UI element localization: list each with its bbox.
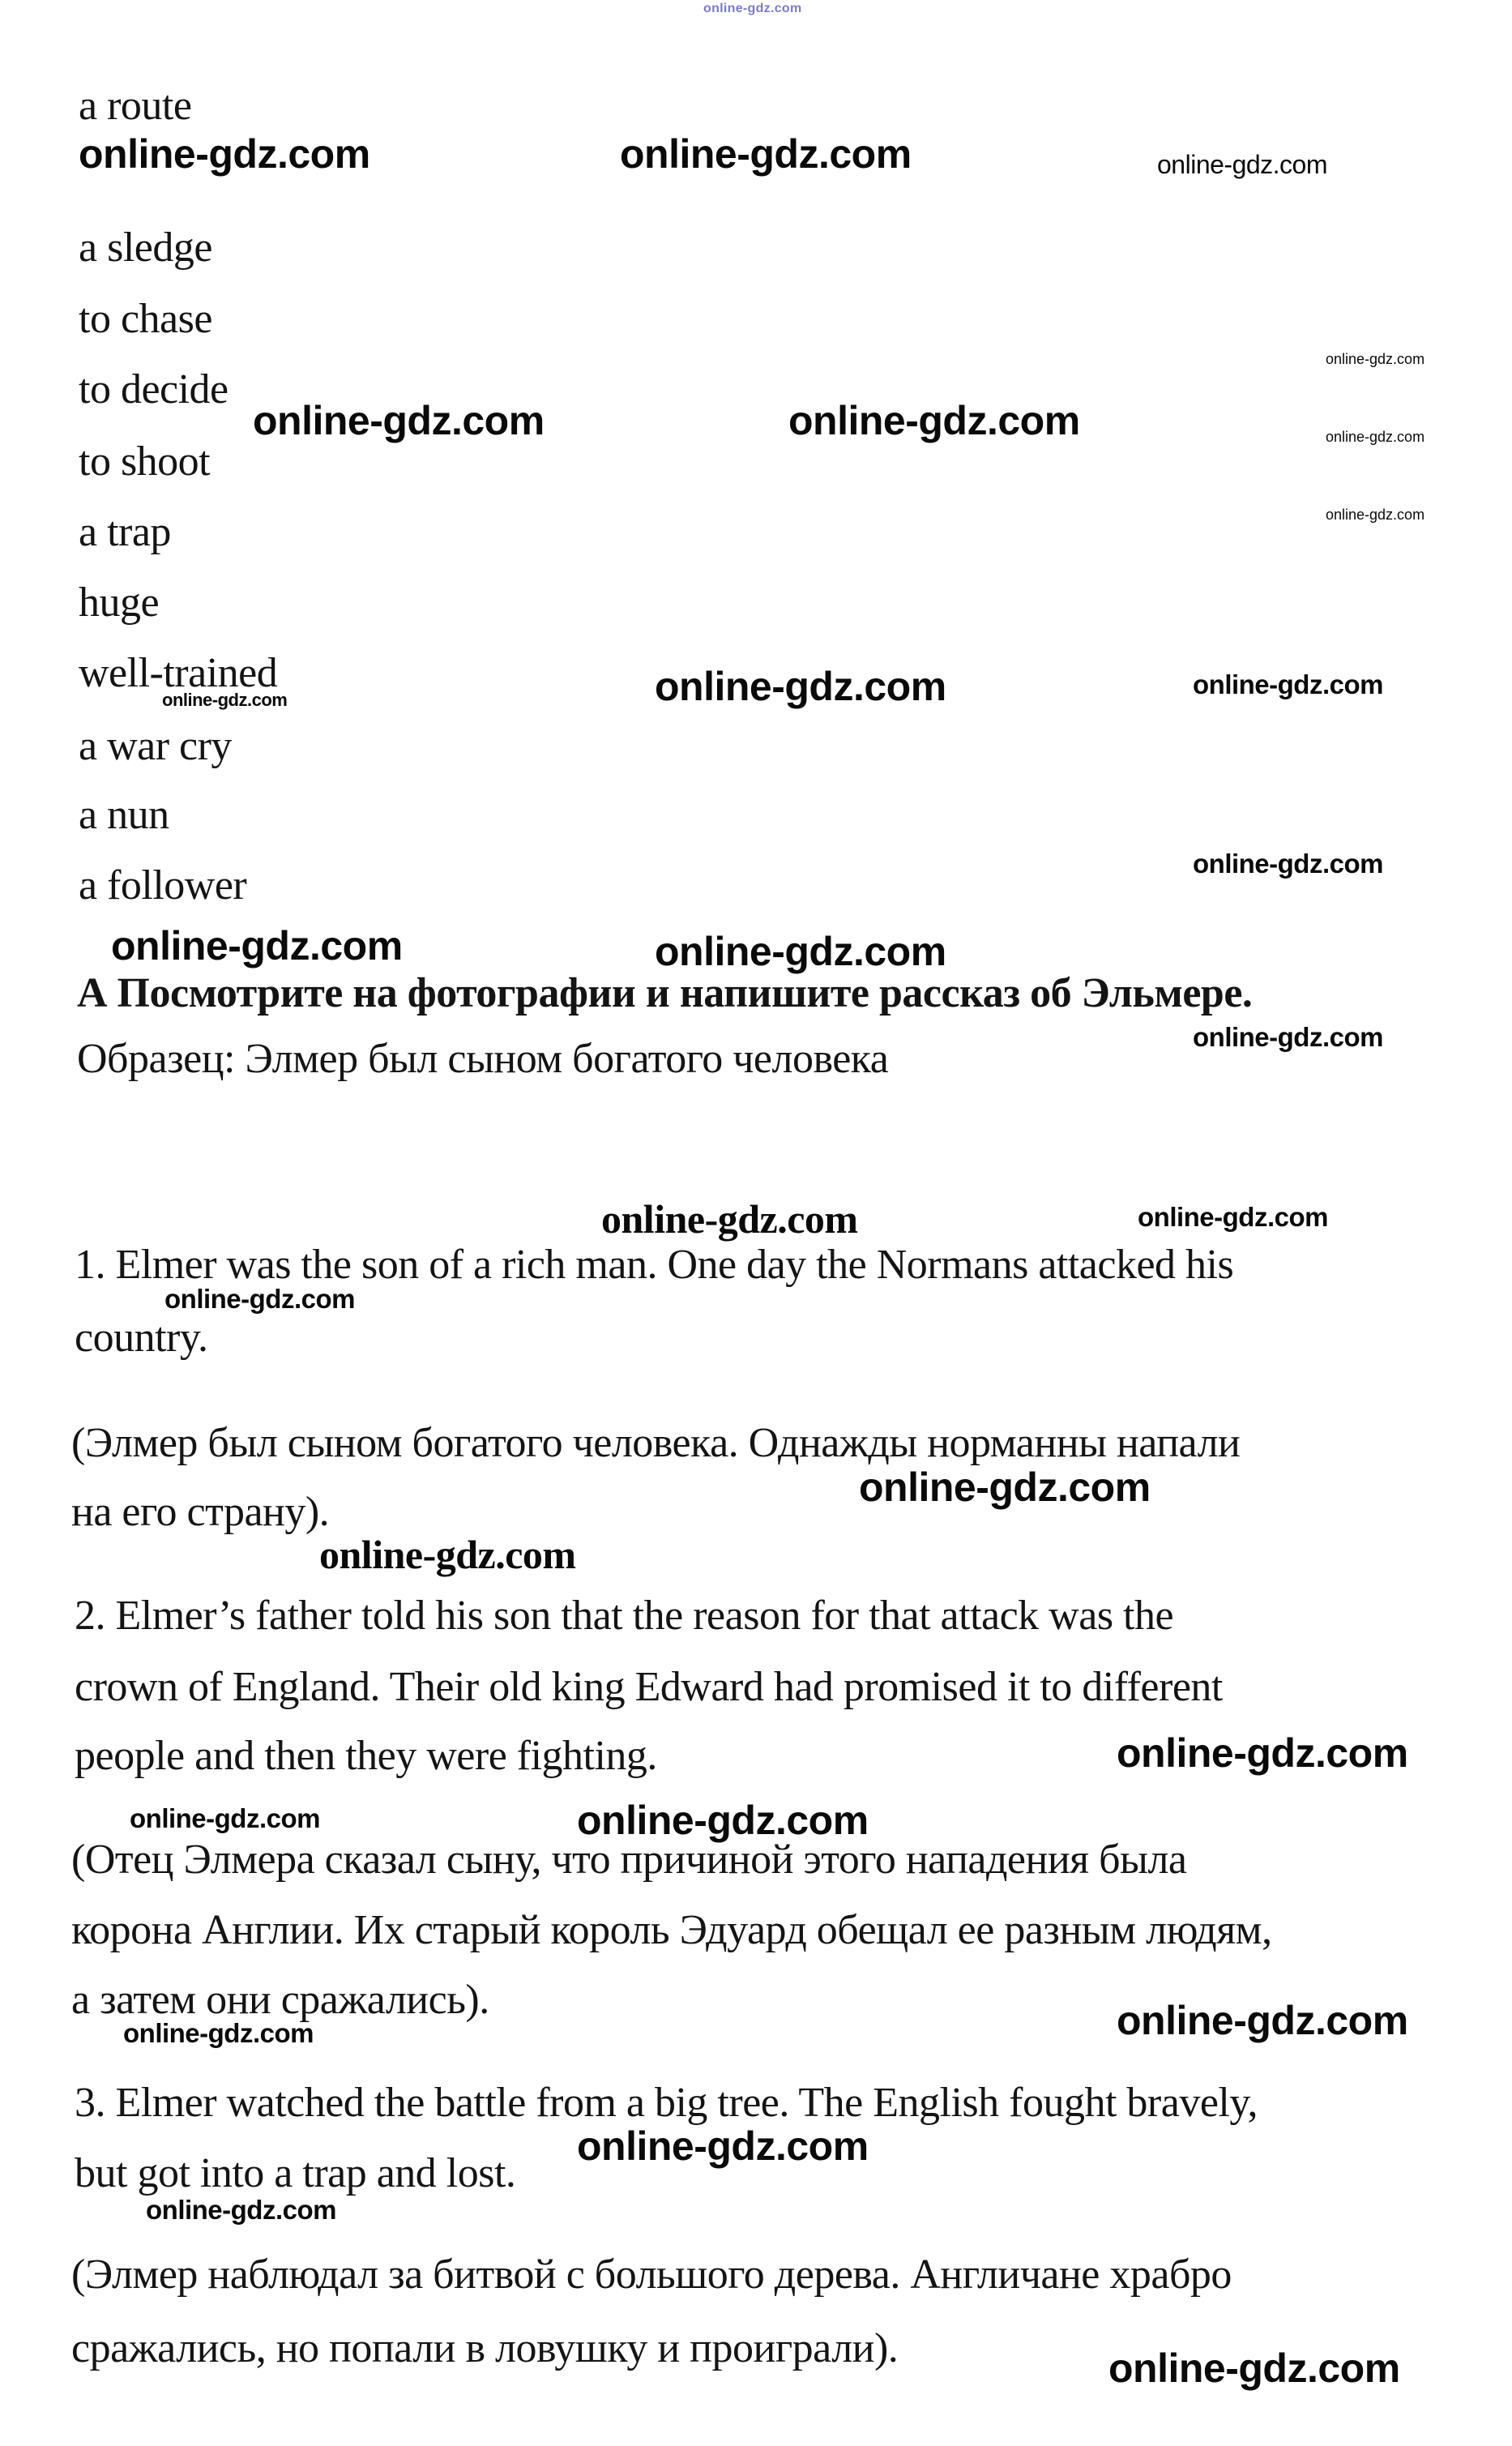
vocab-item: a war cry [79,723,232,769]
answer-2-en-line: 2. Elmer’s father told his son that the reason for that attack was the [75,1593,1174,1639]
vocab-item: to shoot [79,438,211,485]
watermark-text: online-gdz.com [655,929,946,974]
task-sample: Образец: Элмер был сыном богатого человека [77,1036,889,1082]
task-heading: А Посмотрите на фотографии и напишите рассказ об Эльмере. [77,970,1253,1016]
watermark-text: online-gdz.com [620,131,912,177]
watermark-text: online-gdz.com [1326,507,1425,523]
watermark-text: online-gdz.com [1326,351,1425,367]
vocab-item: a nun [79,792,169,838]
vocab-item: a route [79,83,192,129]
watermark-text: online-gdz.com [1326,429,1425,445]
vocab-item: a sledge [79,225,212,271]
vocab-item: well-trained [79,650,278,696]
watermark-text: online-gdz.com [79,131,370,177]
answer-2-ru-line: корона Англии. Их старый король Эдуард обещал ее разным людям, [71,1907,1272,1953]
watermark-text: online-gdz.com [164,1284,355,1314]
answer-2-ru-line: а затем они сражались). [71,1977,489,2023]
answer-3-en-line: but got into a trap and lost. [75,2150,516,2196]
answer-2-en-line: people and then they were fighting. [75,1733,657,1779]
answer-1-en-line: country. [75,1315,208,1361]
watermark-text: online-gdz.com [111,923,403,969]
watermark-text: online-gdz.com [319,1532,576,1577]
answer-2-en-line: crown of England. Their old king Edward had promised it to different [75,1664,1223,1710]
watermark-text: online-gdz.com [1108,2346,1400,2391]
answer-3-ru-line: сражались, но попали в ловушку и проиграли). [71,2325,899,2371]
answer-3-en-line: 3. Elmer watched the battle from a big tree. The English fought bravely, [75,2080,1258,2126]
watermark-text: online-gdz.com [253,398,545,443]
watermark-text: online-gdz.com [1117,1730,1408,1776]
watermark-text: online-gdz.com [788,398,1080,443]
watermark-text: online-gdz.com [577,2123,869,2169]
answer-3-ru-line: (Элмер наблюдал за битвой с большого дерева. Англичане храбро [71,2251,1232,2298]
vocab-item: huge [79,579,160,626]
watermark-text: online-gdz.com [146,2195,336,2225]
watermark-text: online-gdz.com [577,1798,869,1843]
vocab-item: to decide [79,366,229,413]
vocab-item: a trap [79,509,171,555]
vocab-item: a follower [79,862,247,909]
watermark-text: online-gdz.com [123,2018,314,2048]
watermark-text: online-gdz.com [1117,1998,1408,2043]
watermark-text: online-gdz.com [1138,1202,1328,1232]
watermark-text: online-gdz.com [859,1465,1151,1510]
answer-1-ru-line: на его страну). [71,1489,330,1535]
watermark-text: online-gdz.com [703,2,802,15]
watermark-text: online-gdz.com [1193,669,1383,699]
answer-1-ru-line: (Элмер был сыном богатого человека. Однажды норманны напали [71,1420,1241,1466]
watermark-text: online-gdz.com [601,1196,858,1242]
watermark-text: online-gdz.com [130,1803,320,1833]
watermark-text: online-gdz.com [1157,150,1327,179]
watermark-text: online-gdz.com [655,664,946,709]
watermark-text: online-gdz.com [162,690,288,710]
vocab-item: to chase [79,296,212,342]
answer-1-en-line: 1. Elmer was the son of a rich man. One day the Normans attacked his [75,1242,1234,1288]
answer-2-ru-line: (Отец Элмера сказал сыну, что причиной этого нападения была [71,1837,1187,1883]
watermark-text: online-gdz.com [1193,1022,1383,1052]
watermark-text: online-gdz.com [1193,849,1383,879]
